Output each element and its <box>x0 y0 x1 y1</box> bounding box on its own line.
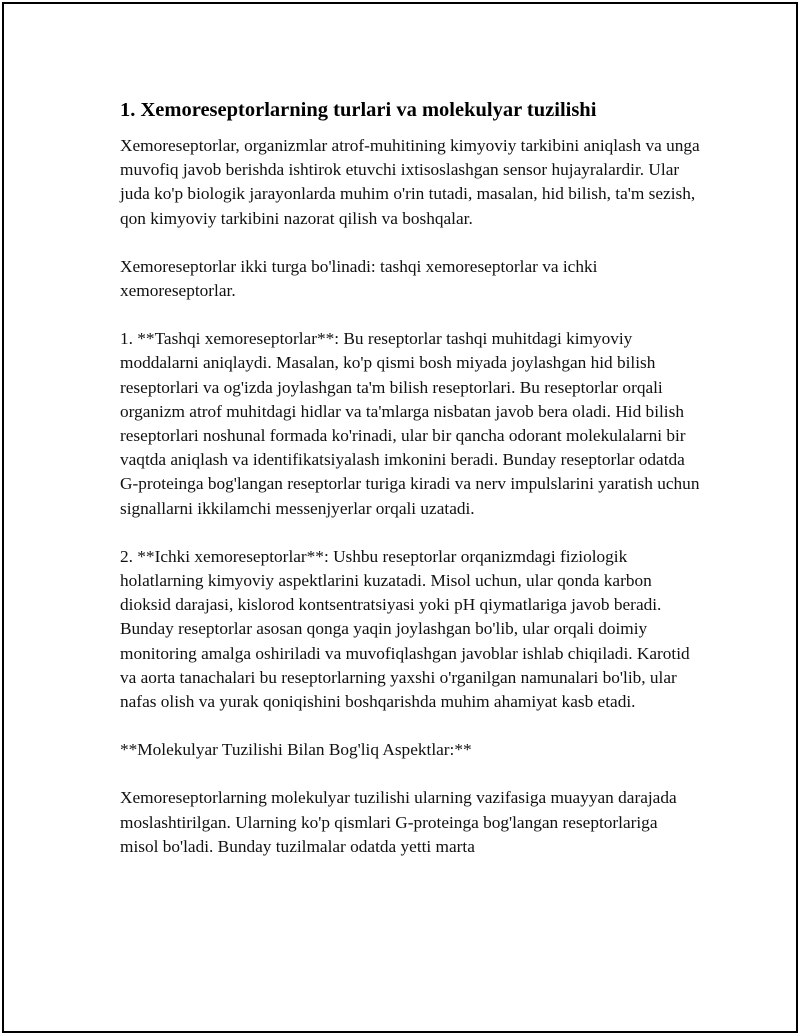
document-body <box>120 97 700 883</box>
paragraph-types: Xemoreseptorlar ikki turga bo'linadi: tashqi xemoreseptorlar va ichki xemoreseptorlar. <box>120 256 598 301</box>
section-heading: 1. Xemoreseptorlarning turlari va molekulyar tuzilishi <box>120 99 597 121</box>
paragraph-external-receptors: 1. **Tashqi xemoreseptorlar**: Bu reseptorlar tashqi muhitdagi kimyoviy moddalarni aniqlaydi. Masalan, ko'p qismi bosh miyada joylashgan hid bilish reseptorlari va og'izda joylashgan ta'm bilish reseptorlari. Bu reseptorlar orqali organizm atrof muhitdagi hidlar va ta'mlarga nisbatan javob bera oladi. Hid bilish reseptorlari noshunal formada ko'rinadi, ular bir qancha odorant molekulalarni bir vaqtda aniqlash va identifikatsiyalash imkonini beradi. Bunday reseptorlar odatda G-proteinga bog'langan reseptorlar turiga kiradi va nerv impulslarini yaratish uchun signallarni ikkilamchi messenjyerlar orqali uzatadi. <box>120 329 700 518</box>
paragraph-internal-receptors: 2. **Ichki xemoreseptorlar**: Ushbu reseptorlar orqanizmdagi fiziologik holatlarning kimyoviy aspektlarini kuzatadi. Misol uchun, ular qonda karbon dioksid darajasi, kislorod kontsentratsiyasi yoki pH qiymatlariga javob beradi. Bunday reseptorlar asosan qonga yaqin joylashgan bo'lib, ular orqali doimiy monitoring amalga oshiriladi va muvofiqlashgan javoblar ishlab chiqiladi. Karotid va aorta tanachalari bu reseptorlarning yaxshi o'rganilgan namunalari bo'lib, ular nafas olish va yurak qoniqishini boshqarishda muhim ahamiyat kasb etadi. <box>120 546 690 712</box>
paragraph-intro: Xemoreseptorlar, organizmlar atrof-muhitining kimyoviy tarkibini aniqlash va unga muvofiq javob berishda ishtirok etuvchi ixtisoslashgan sensor hujayralardir. Ular juda ko'p biologik jarayonlarda muhim o'rin tutadi, masalan, hid bilish, ta'm sezish, qon kimyoviy tarkibini nazorat qilish va boshqalar. <box>120 136 700 228</box>
paragraph-subheading-molecular: **Molekulyar Tuzilishi Bilan Bog'liq Aspektlar:** <box>120 740 472 760</box>
paragraph-molecular-structure: Xemoreseptorlarning molekulyar tuzilishi ularning vazifasiga muayyan darajada moslashtirilgan. Ularning ko'p qismlari G-proteinga bog'langan reseptorlariga misol bo'ladi. Bunday tuzilmalar odatda yetti marta <box>120 788 677 856</box>
document-page <box>2 2 798 1033</box>
